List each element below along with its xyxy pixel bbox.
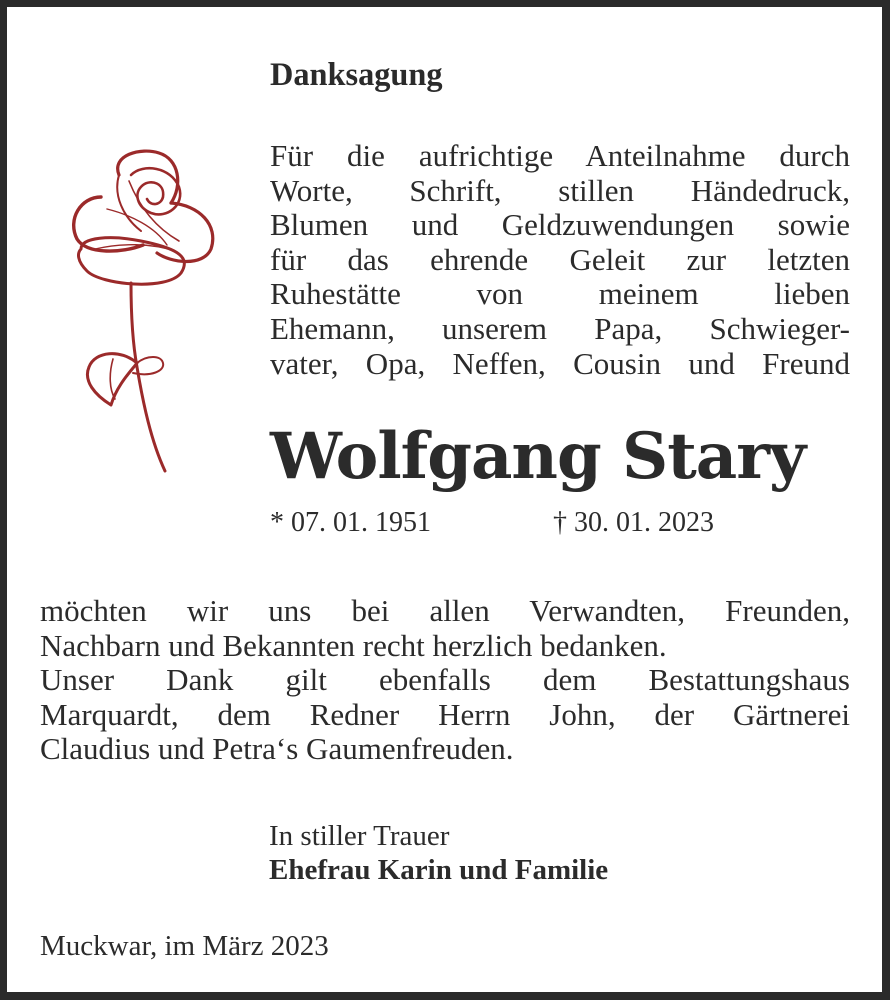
intro-line: Ehemann, unserem Papa, Schwieger- bbox=[270, 310, 850, 346]
body-line: möchten wir uns bei allen Verwandten, Freunden, bbox=[40, 593, 850, 628]
body-line: Claudius und Petra‘s Gaumenfreuden. bbox=[40, 731, 514, 767]
obituary-notice bbox=[7, 7, 882, 992]
heading-title: Danksagung bbox=[270, 57, 443, 93]
intro-line: vater, Opa, Neffen, Cousin und Freund bbox=[270, 345, 850, 381]
intro-line: Für die aufrichtige Anteilnahme durch bbox=[270, 138, 850, 173]
intro-line: Blumen und Geldzuwendungen sowie bbox=[270, 207, 850, 243]
body-line: Marquardt, dem Redner Herrn John, der Gärtnerei bbox=[40, 696, 850, 732]
intro-line: Ruhestätte von meinem lieben bbox=[270, 276, 850, 312]
birth-date: * 07. 01. 1951 bbox=[270, 507, 431, 538]
body-line: Unser Dank gilt ebenfalls dem Bestattungshaus bbox=[40, 662, 850, 698]
deceased-name: Wolfgang Stary bbox=[270, 419, 806, 494]
rose-icon bbox=[71, 145, 217, 479]
intro-line: Worte, Schrift, stillen Händedruck, bbox=[270, 172, 850, 208]
intro-paragraph bbox=[270, 139, 850, 381]
mourning-line: In stiller Trauer bbox=[269, 820, 450, 852]
thanks-paragraph bbox=[40, 594, 850, 767]
death-date: † 30. 01. 2023 bbox=[553, 507, 714, 538]
family-signature: Ehefrau Karin und Familie bbox=[269, 854, 609, 886]
place-date: Muckwar, im März 2023 bbox=[40, 930, 329, 962]
body-line: Nachbarn und Bekannten recht herzlich bedanken. bbox=[40, 627, 667, 663]
intro-line: für das ehrende Geleit zur letzten bbox=[270, 241, 850, 277]
